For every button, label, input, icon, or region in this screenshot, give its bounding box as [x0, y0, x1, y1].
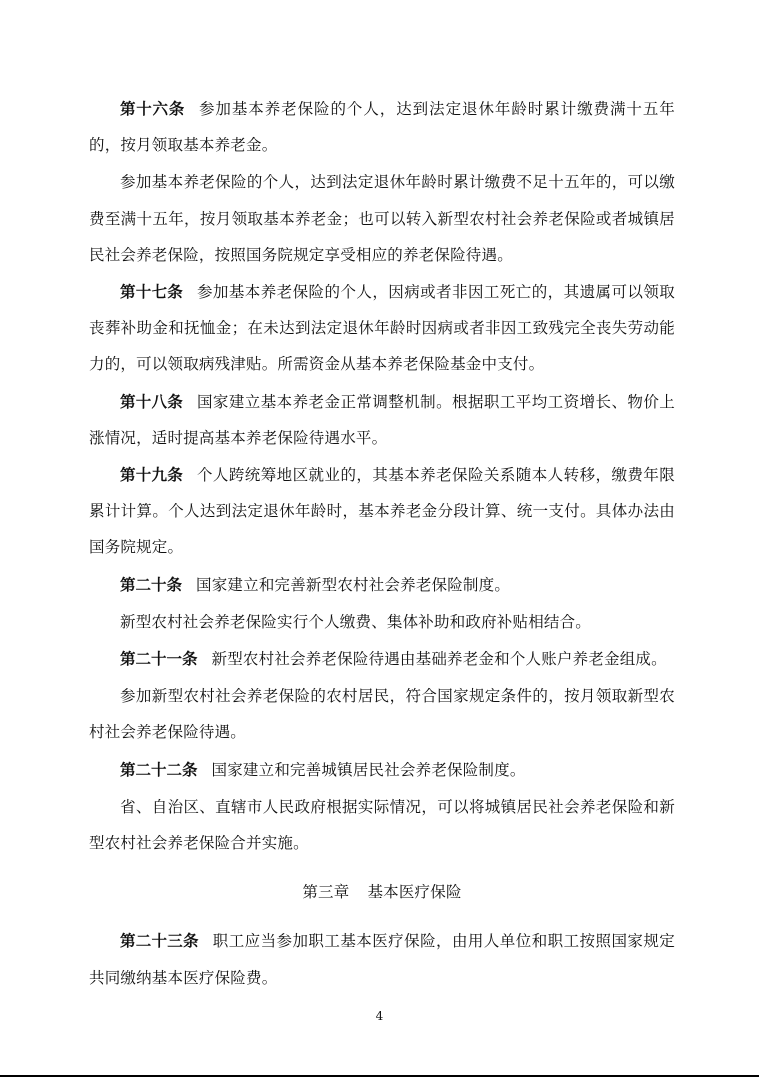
article-20-title: 第二十条 — [120, 575, 183, 594]
document-body — [89, 91, 675, 997]
article-21-text: 新型农村社会养老保险待遇由基础养老金和个人账户养老金组成。 — [211, 650, 667, 669]
article-16-paragraph — [89, 91, 675, 163]
article-23-paragraph — [89, 923, 675, 995]
article-17-text: 参加基本养老保险的个人，因病或者非因工死亡的，其遗属可以领取丧葬补助金和抚恤金；在未达到法定退休年龄时因病或者非因工致残完全丧失劳动能力的，可以领取病残津贴。所需资金从基本养老保险基金中支付。 — [89, 283, 675, 374]
article-19-title: 第十九条 — [120, 466, 183, 485]
article-16-title: 第十六条 — [120, 100, 185, 118]
article-22-paragraph — [89, 752, 675, 788]
article-16-text: 参加基本养老保险的个人，达到法定退休年龄时累计缴费满十五年的，按月领取基本养老金。 — [89, 100, 675, 155]
article-21-paragraph — [89, 641, 675, 677]
article-22-text: 国家建立和完善城镇居民社会养老保险制度。 — [211, 760, 526, 779]
article-20-paragraph — [89, 567, 675, 603]
article-19-paragraph — [89, 457, 675, 566]
chapter-heading — [89, 874, 675, 910]
article-18-paragraph — [89, 384, 675, 456]
article-22-paragraph-2: 省、自治区、直辖市人民政府根据实际情况，可以将城镇居民社会养老保险和新型农村社会养老保险合并实施。 — [89, 797, 675, 853]
article-18-title: 第十八条 — [120, 392, 183, 411]
article-17-paragraph — [89, 274, 675, 383]
article-19-text: 个人跨统筹地区就业的，其基本养老保险关系随本人转移，缴费年限累计计算。个人达到法定退休年龄时，基本养老金分段计算、统一支付。具体办法由国务院规定。 — [89, 466, 675, 557]
article-21-paragraph-2: 参加新型农村社会养老保险的农村居民，符合国家规定条件的，按月领取新型农村社会养老保险待遇。 — [89, 687, 675, 742]
article-22-title: 第二十二条 — [120, 760, 198, 779]
chapter-number: 第三章 — [302, 883, 350, 902]
article-23-text: 职工应当参加职工基本医疗保险，由用人单位和职工按照国家规定共同缴纳基本医疗保险费。 — [89, 932, 675, 987]
article-18-text: 国家建立基本养老金正常调整机制。根据职工平均工资增长、物价上涨情况，适时提高基本养老保险待遇水平。 — [89, 392, 675, 447]
article-20-text: 国家建立和完善新型农村社会养老保险制度。 — [196, 575, 511, 594]
article-16-paragraph-2: 参加基本养老保险的个人，达到法定退休年龄时累计缴费不足十五年的，可以缴费至满十五年，按月领取基本养老金；也可以转入新型农村社会养老保险或者城镇居民社会养老保险，按照国务院规定享受相应的养老保险待遇。 — [89, 173, 675, 264]
page-number: 4 — [375, 1009, 384, 1023]
article-20-paragraph-2: 新型农村社会养老保险实行个人缴费、集体补助和政府补贴相结合。 — [120, 612, 592, 631]
chapter-title: 基本医疗保险 — [367, 883, 462, 902]
article-17-title: 第十七条 — [120, 283, 183, 302]
article-21-title: 第二十一条 — [120, 650, 198, 669]
article-23-title: 第二十三条 — [120, 932, 199, 951]
